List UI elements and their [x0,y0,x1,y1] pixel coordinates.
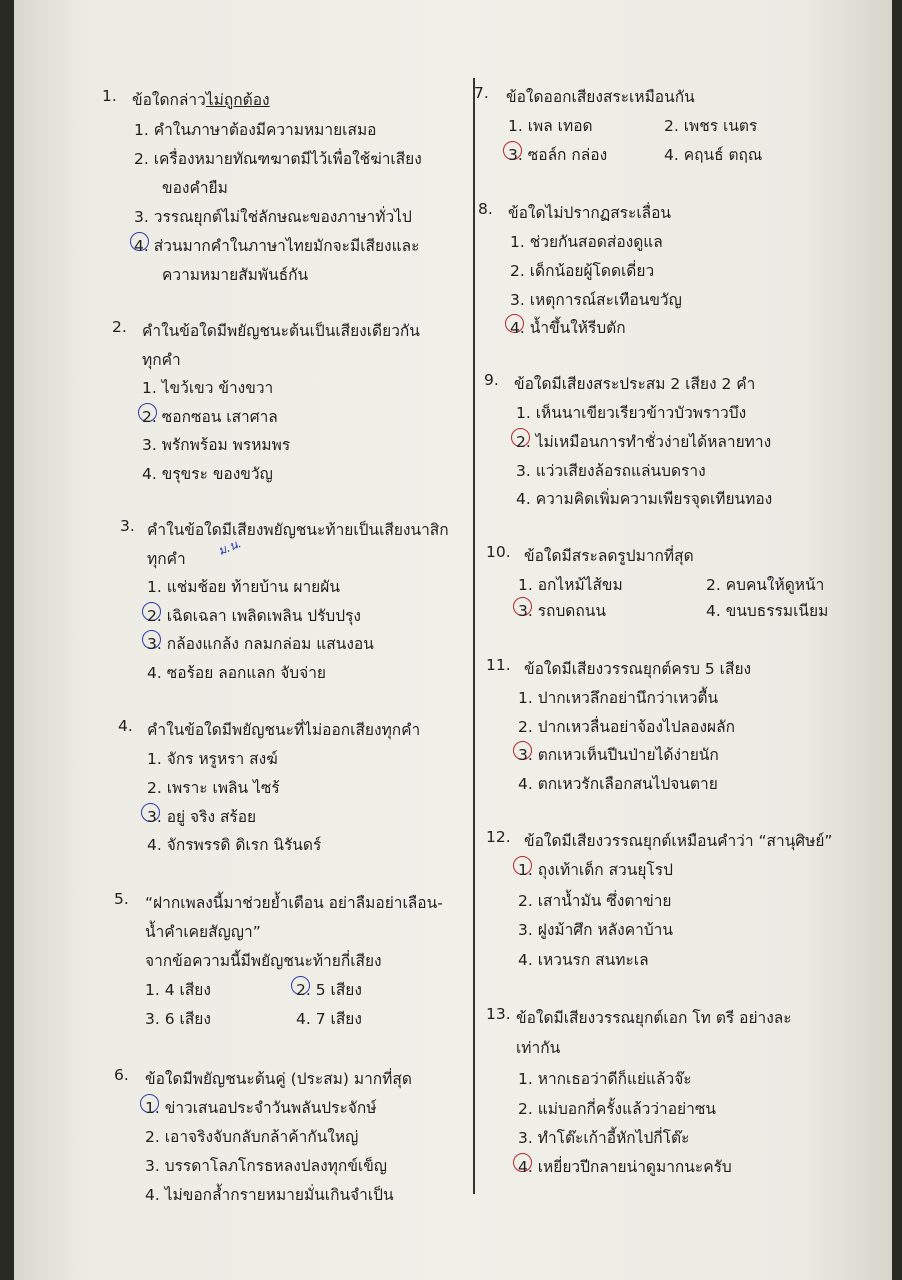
question-number: 13. [486,1005,511,1023]
option-4: 4. 7 เสียง [296,1010,362,1028]
option-3: 3. วรรณยุกต์ไม่ใช่ลักษณะของภาษาทั่วไป [134,208,412,226]
question-stem: ข้อใดมีพยัญชนะต้นคู่ (ประสม) มากที่สุด [145,1070,412,1088]
question-number: 12. [486,828,511,846]
question-number: 9. [484,371,499,389]
question-number: 10. [486,543,511,561]
option-1: 1. ถุงเท้าเด็ก สวนยุโรป [518,861,673,879]
worksheet-page [14,0,892,1280]
option-2: 2. 5 เสียง [296,981,362,999]
option-4: 4. ขนบธรรมเนียม [706,602,829,620]
option-4: 4. น้ำขึ้นให้รีบตัก [510,319,626,337]
question-number: 6. [114,1066,129,1084]
question-number: 2. [112,318,127,336]
option-2: 2. เครื่องหมายทัณฑฆาตมีไว้เพื่อใช้ฆ่าเสียง [134,150,422,168]
option-4: 4. เหวนรก สนทะเล [518,951,649,969]
question-stem-continued: เท่ากัน [516,1039,561,1057]
option-2: 2. ปากเหวลื่นอย่าจ้องไปลองผลัก [518,718,736,736]
question-number: 8. [478,200,493,218]
option-2: 2. เพราะ เพลิน ไซร้ [147,779,280,797]
option-4-continued: ความหมายสัมพันธ์กัน [162,266,309,284]
question-stem: ข้อใดมีเสียงวรรณยุกต์เหมือนคำว่า “สานุศิษย์” [524,832,833,850]
option-2: 2. ซอกซอน เสาศาล [142,408,278,426]
option-3: 3. เหตุการณ์สะเทือนขวัญ [510,291,682,309]
option-1: 1. ปากเหวลึกอย่านึกว่าเหวตื้น [518,689,719,707]
option-1: 1. 4 เสียง [145,981,211,999]
question-stem: คำในข้อใดมีพยัญชนะต้นเป็นเสียงเดียวกัน [142,322,420,340]
option-4: 4. ความคิดเพิ่มความเพียรจุดเทียนทอง [516,490,773,508]
question-number: 5. [114,890,129,908]
option-3: 3. รถบดถนน [518,602,606,620]
question-stem: คำในข้อใดมีเสียงพยัญชนะท้ายเป็นเสียงนาสิก [147,521,449,539]
option-3: 3. แว่วเสียงล้อรถแล่นบดราง [516,462,706,480]
question-stem: ข้อใดมีเสียงวรรณยุกต์เอก โท ตรี อย่างละ [516,1009,792,1027]
option-3: 3. ซอล์ก กล่อง [508,146,608,164]
question-stem: ข้อใดออกเสียงสระเหมือนกัน [506,88,695,106]
option-3: 3. ฝูงม้าศึก หลังคาบ้าน [518,921,673,939]
option-2: 2. แม่บอกกี่ครั้งแล้วว่าอย่าซน [518,1100,716,1118]
option-1: 1. ข่าวเสนอประจำวันพลันประจักษ์ [145,1099,377,1117]
question-stem: ข้อใดมีเสียงสระประสม 2 เสียง 2 คำ [514,375,756,393]
question-number: 3. [120,517,135,535]
option-1: 1. ช่วยกันสอดส่องดูแล [510,233,663,251]
question-stem: ข้อใดกล่าวไม่ถูกต้อง [132,91,270,109]
option-1: 1. จักร หรูหรา สงฆ์ [147,750,278,768]
column-divider [473,78,475,1194]
question-stem-continued: น้ำคำเคยสัญญา” [145,923,261,941]
question-stem: ข้อใดมีสระลดรูปมากที่สุด [524,547,694,565]
option-2: 2. เอาจริงจับกลับกล้าค้ากันใหญ่ [145,1128,359,1146]
option-1: 1. หากเธอว่าดีก็แย่แล้วจ๊ะ [518,1070,692,1088]
option-2: 2. คบคนให้ดูหน้า [706,576,825,594]
option-2: 2. เพชร เนตร [664,117,758,135]
question-stem: “ฝากเพลงนี้มาช่วยย้ำเตือน อย่าลืมอย่าเลือน- [145,894,443,912]
option-1: 1. เพล เทอด [508,117,593,135]
option-1: 1. คำในภาษาต้องมีความหมายเสมอ [134,121,377,139]
option-1: 1. ไขว้เขว ข้างขวา [142,379,274,397]
option-3: 3. 6 เสียง [145,1010,211,1028]
option-3: 3. ตกเหวเห็นปีนป่ายได้ง่ายนัก [518,746,719,764]
option-2: 2. เฉิดเฉลา เพลิดเพลิน ปรับปรุง [147,607,361,625]
question-number: 4. [118,717,133,735]
option-4: 4. ไม่ขอกล้ำกรายหมายมั่นเกินจำเป็น [145,1186,394,1204]
question-stem: ข้อใดมีเสียงวรรณยุกต์ครบ 5 เสียง [524,660,752,678]
option-4: 4. จักรพรรดิ ดิเรก นิรันดร์ [147,836,322,854]
option-1: 1. แช่มช้อย ท้ายบ้าน ผายผัน [147,578,340,596]
option-4: 4. ซอร้อย ลอกแลก จับจ่าย [147,664,326,682]
question-number: 1. [102,87,117,105]
option-4: 4. เหยี่ยวปีกลายน่าดูมากนะครับ [518,1158,732,1176]
option-2: 2. เสาน้ำมัน ซึ่งตาข่าย [518,892,672,910]
question-stem: ข้อใดไม่ปรากฏสระเลื่อน [508,204,672,222]
option-3: 3. พรักพร้อม พรหมพร [142,436,291,454]
option-2: 2. เด็กน้อยผู้โดดเดี่ยว [510,262,655,280]
option-4: 4. ขรุขระ ของขวัญ [142,465,273,483]
handwritten-note: ม.น. [216,536,244,558]
question-number: 11. [486,656,511,674]
option-4: 4. ตกเหวรักเลือกสนไปจนตาย [518,775,718,793]
question-stem-continued-2: จากข้อความนี้มีพยัญชนะท้ายกี่เสียง [145,952,382,970]
question-stem-continued: ทุกคำ [142,351,181,369]
option-4: 4. ส่วนมากคำในภาษาไทยมักจะมีเสียงและ [134,237,420,255]
option-1: 1. เห็นนาเขียวเรียวข้าวบัวพราวบึง [516,404,747,422]
question-number: 7. [474,84,489,102]
option-3: 3. กล้องแกล้ง กลมกล่อม แสนงอน [147,635,374,653]
option-1: 1. อกไหม้ไส้ขม [518,576,623,594]
option-4: 4. คฤนธ์ ตฤณ [664,146,763,164]
question-stem: คำในข้อใดมีพยัญชนะที่ไม่ออกเสียงทุกคำ [147,721,421,739]
question-stem-continued: ทุกคำ [147,550,186,568]
option-3: 3. ทำโต๊ะเก้าอี้หักไปกี่โต๊ะ [518,1129,690,1147]
option-3: 3. อยู่ จริง สร้อย [147,808,257,826]
option-3: 3. บรรดาโลภโกรธหลงปลงทุกข์เข็ญ [145,1157,388,1175]
option-2: 2. ไม่เหมือนการทำชั่วง่ายได้หลายทาง [516,433,772,451]
option-2-continued: ของคำยืม [162,179,228,197]
